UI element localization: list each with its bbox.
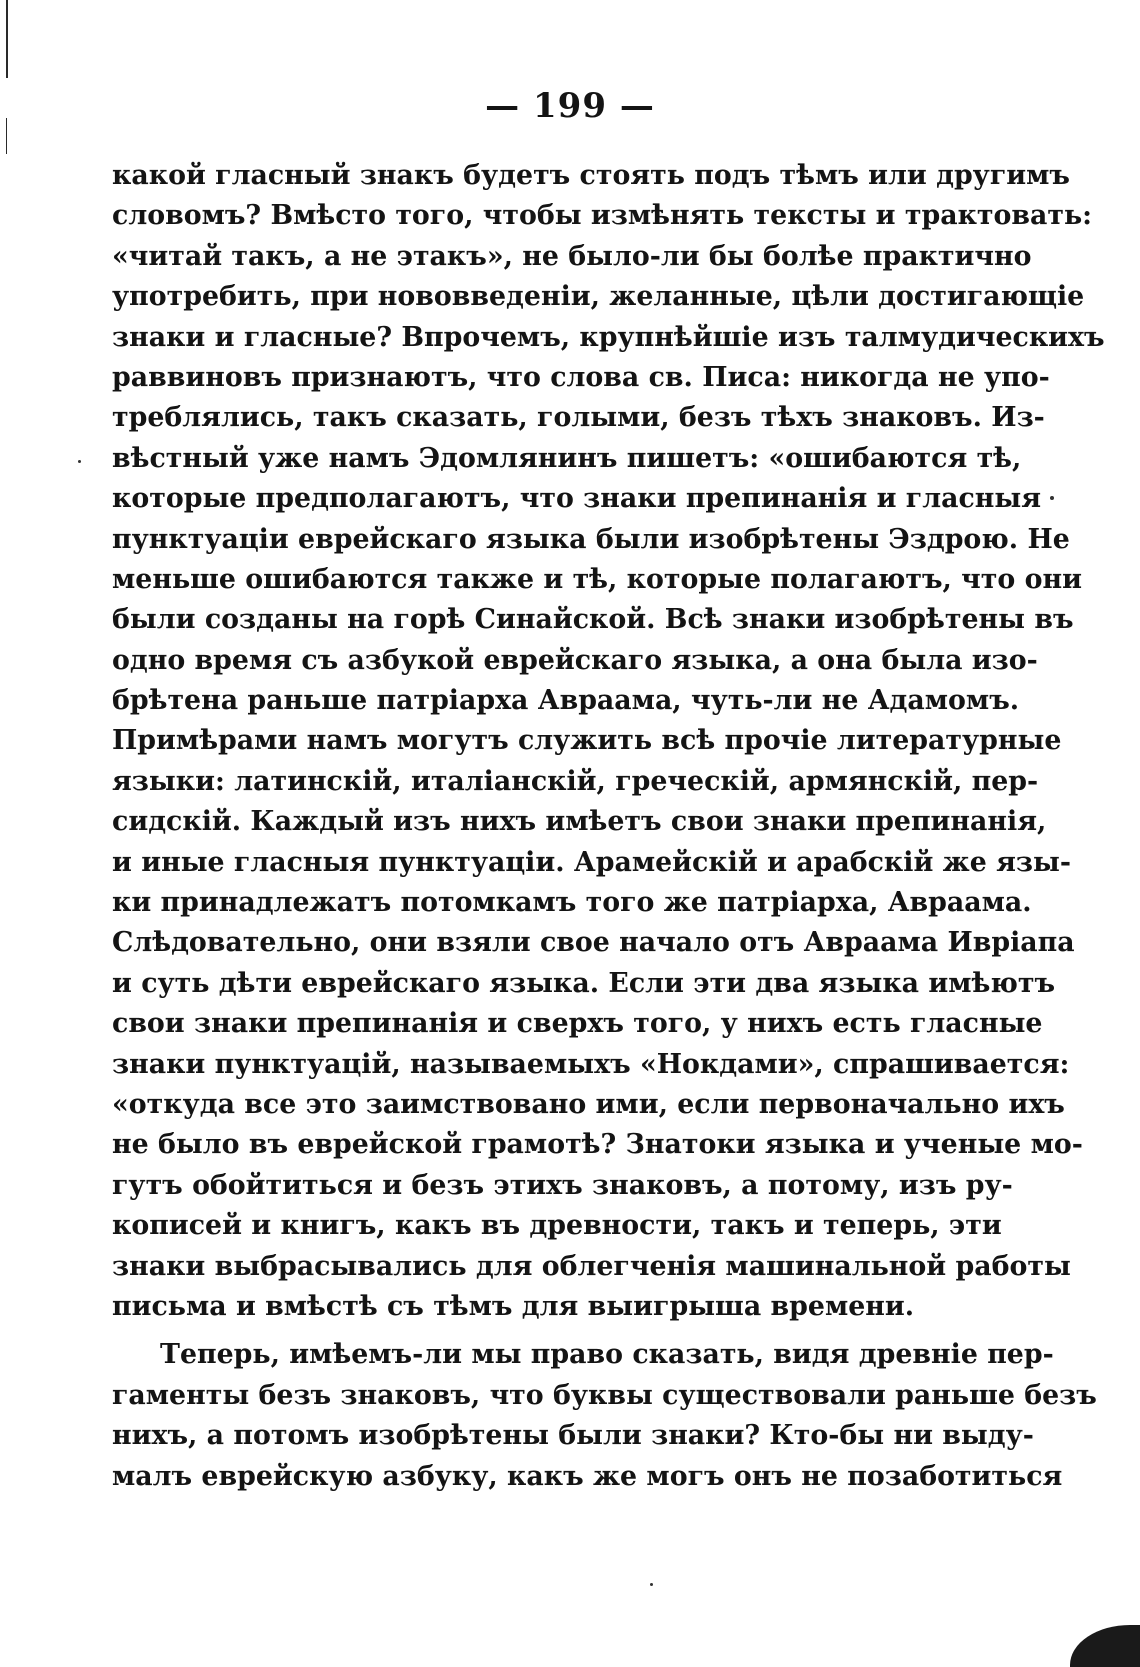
text-line: сидскій. Каждый изъ нихъ имѣетъ свои знаки препинанія, bbox=[112, 806, 1047, 838]
paragraph-gap bbox=[112, 1327, 938, 1335]
text-line: меньше ошибаются также и тѣ, которые полагаютъ, что они bbox=[112, 563, 1082, 595]
text-line: и иные гласныя пунктуаціи. Арамейскій и арабскій же язы- bbox=[112, 846, 1071, 878]
text-line: раввиновъ признаютъ, что слова св. Писа: никогда не упо- bbox=[112, 361, 1050, 393]
text-line: малъ еврейскую азбуку, какъ же могъ онъ не позаботиться bbox=[112, 1460, 1063, 1492]
body-text bbox=[112, 156, 1105, 1497]
text-line: какой гласный знакъ будетъ стоять подъ тѣмъ или другимъ bbox=[112, 160, 1070, 191]
text-line: употребить, при нововведеніи, желанные, цѣли достигающіе bbox=[112, 281, 1085, 313]
text-line: кописей и книгъ, какъ въ древности, такъ и теперь, эти bbox=[112, 1210, 1002, 1242]
text-line: ки принадлежатъ потомкамъ того же патріарха, Авраама. bbox=[112, 887, 1032, 919]
text-line: не было въ еврейской грамотѣ? Знатоки языка и ученые мо- bbox=[112, 1129, 1083, 1161]
text-line: гаменты безъ знаковъ, что буквы существовали раньше безъ bbox=[112, 1379, 1097, 1411]
text-line: Слѣдовательно, они взяли свое начало отъ Авраама Иврiапа bbox=[112, 927, 1075, 959]
text-line: «откуда все это заимствовано ими, если первоначально ихъ bbox=[112, 1088, 1065, 1120]
corner-ink-mark bbox=[1070, 1625, 1140, 1667]
text-line: одно время съ азбукой еврейскаго языка, а она была изо- bbox=[112, 644, 1038, 676]
ink-speck bbox=[1050, 496, 1054, 500]
text-line: были созданы на горѣ Синайской. Всѣ знаки изобрѣтены въ bbox=[112, 604, 1074, 636]
text-line: нихъ, а потомъ изобрѣтены были знаки? Кто-бы ни выду- bbox=[112, 1420, 1034, 1452]
text-line: и суть дѣти еврейскаго языка. Если эти два языка имѣютъ bbox=[112, 967, 1055, 999]
text-line: Примѣрами намъ могутъ служить всѣ прочіе литературные bbox=[112, 725, 1062, 757]
text-line: языки: латинскій, италіанскій, греческій, армянскій, пер- bbox=[112, 765, 1039, 797]
text-line: брѣтена раньше патріарха Авраама, чуть-ли не Адамомъ. bbox=[112, 685, 1020, 717]
text-line: пунктуаціи еврейскаго языка были изобрѣтены Эздрою. Не bbox=[112, 523, 1070, 555]
text-line: треблялись, такъ сказать, голыми, безъ тѣхъ знаковъ. Из- bbox=[112, 402, 1045, 434]
text-line: которые предполагаютъ, что знаки препинанія и гласныя bbox=[112, 483, 1042, 515]
text-line: словомъ? Вмѣсто того, чтобы измѣнять тексты и трактовать: bbox=[112, 200, 1093, 232]
ink-speck bbox=[78, 460, 81, 463]
text-line: гутъ обойтиться и безъ этихъ знаковъ, а потому, изъ ру- bbox=[112, 1169, 1013, 1201]
text-line: «читай такъ, а не этакъ», не было-ли бы болѣе практично bbox=[112, 240, 1032, 272]
text-line: письма и вмѣстѣ съ тѣмъ для выигрыша времени. bbox=[112, 1290, 915, 1322]
text-line: знаки и гласные? Впрочемъ, крупнѣйшіе изъ талмудическихъ bbox=[112, 321, 1105, 353]
page-number: — 199 — bbox=[485, 86, 655, 126]
page-edge-line bbox=[6, 0, 8, 78]
text-line: знаки выбрасывались для облегченія машинальной работы bbox=[112, 1250, 1071, 1282]
text-line: вѣстный уже намъ Эдомлянинъ пишетъ: «ошибаются тѣ, bbox=[112, 442, 1022, 474]
text-line: свои знаки препинанія и сверхъ того, у нихъ есть гласные bbox=[112, 1008, 1043, 1040]
ink-speck bbox=[650, 1583, 653, 1586]
text-line: Теперь, имѣемъ-ли мы право сказать, видя древніе пер- bbox=[160, 1339, 1054, 1371]
paragraph-1 bbox=[112, 156, 1105, 1327]
text-line: знаки пунктуацій, называемыхъ «Нокдами», спрашивается: bbox=[112, 1048, 1070, 1080]
paragraph-2 bbox=[112, 1335, 1097, 1497]
